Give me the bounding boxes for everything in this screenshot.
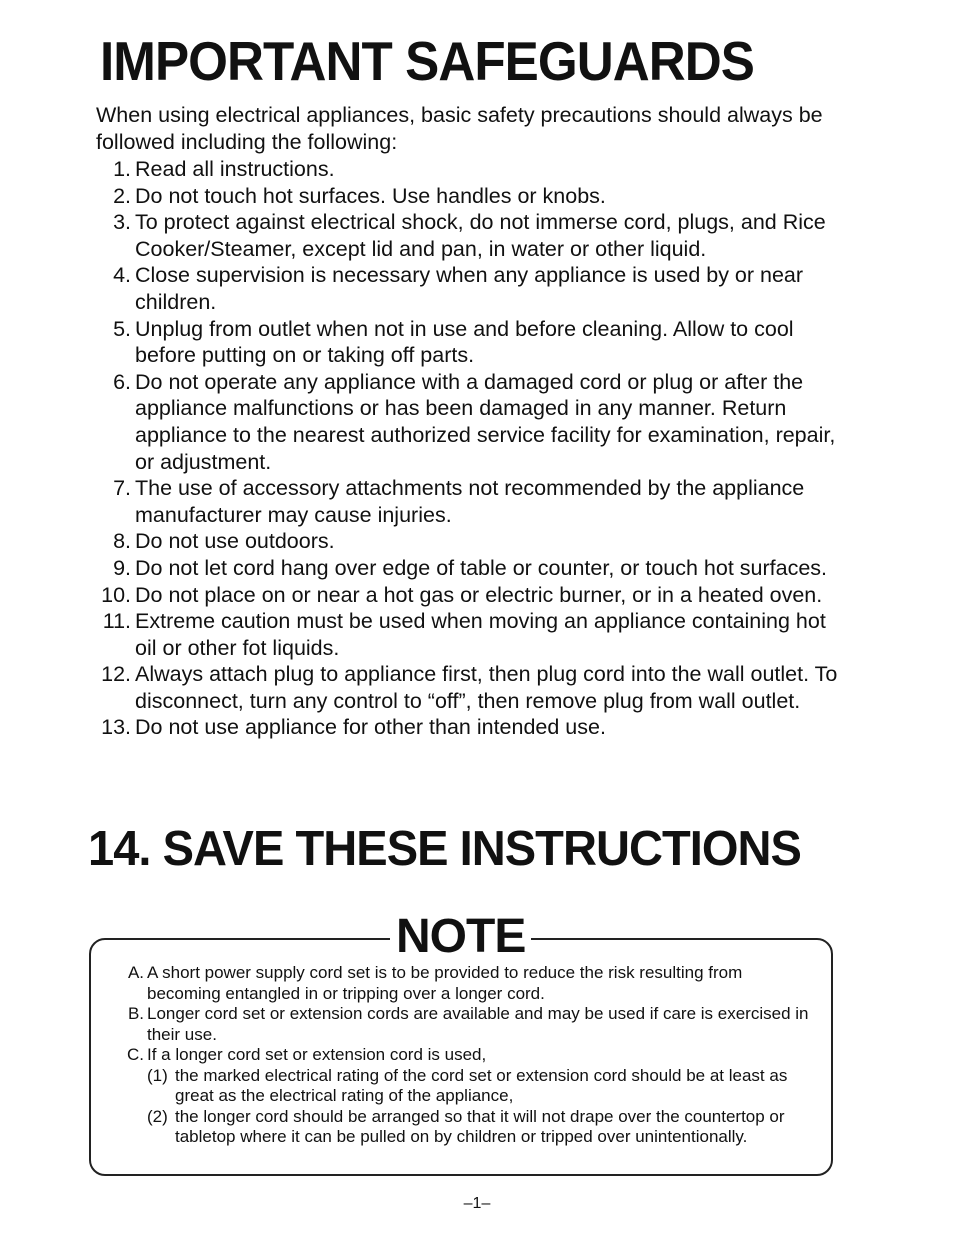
list-item (90, 555, 850, 582)
list-item (90, 528, 850, 555)
list-item (90, 582, 850, 609)
note-item (118, 1004, 818, 1045)
note-sub-item (147, 1107, 818, 1148)
note-item-text: If a longer cord set or extension cord is used, (147, 1045, 487, 1064)
note-sub-item-label: (1) (147, 1065, 168, 1085)
note-title: NOTE (390, 904, 531, 970)
note-item-label: A. (127, 963, 144, 982)
item-text: Unplug from outlet when not in use and before cleaning. Allow to cool before putting on or taking off parts. (135, 316, 794, 368)
item-number: 13. (101, 715, 131, 740)
item-text: Always attach plug to appliance first, then plug cord into the wall outlet. To disconnect, turn any control to “off”, then remove plug from wall outlet. (135, 662, 838, 713)
note-item-text: Longer cord set or extension cords are available and may be used if care is exercised in their use. (147, 1004, 809, 1044)
note-sub-item-text: the marked electrical rating of the cord set or extension cord should be at least as great as the electrical rating of the appliance, (175, 1065, 788, 1105)
item-text: Do not operate any appliance with a damaged cord or plug or after the appliance malfunctions or has been damaged in any manner. Return appliance to the nearest authorized service facility for examination, repair, or adjustment. (135, 369, 836, 474)
note-sub-item (147, 1066, 818, 1107)
note-sub-item-label: (2) (147, 1106, 168, 1126)
safeguards-list (90, 156, 850, 741)
item-text: Extreme caution must be used when moving an appliance containing hot oil or other fot liquids. (135, 609, 826, 660)
item-number: 7. (113, 476, 131, 501)
note-item (118, 1045, 818, 1148)
note-item-body (147, 1045, 818, 1148)
item-text: The use of accessory attachments not recommended by the appliance manufacturer may cause injuries. (135, 476, 805, 527)
item-text: Do not use outdoors. (135, 529, 335, 554)
item-number: 4. (113, 263, 131, 288)
item-text: Close supervision is necessary when any appliance is used by or near children. (135, 263, 804, 314)
item-number: 11. (102, 609, 131, 634)
intro-paragraph: When using electrical appliances, basic safety precautions should always be followed including the following: (96, 103, 823, 154)
item-number: 9. (113, 555, 131, 580)
item-number: 6. (113, 369, 131, 394)
item-text: Do not touch hot surfaces. Use handles or knobs. (135, 183, 606, 208)
item-number: 5. (113, 316, 131, 341)
note-item-label: B. (127, 1004, 144, 1023)
note-item-label: C. (127, 1045, 144, 1064)
save-instructions-heading: 14. SAVE THESE INSTRUCTIONS (88, 822, 801, 876)
list-item (90, 714, 850, 741)
item-text: To protect against electrical shock, do not immerse cord, plugs, and Rice Cooker/Steamer, except lid and pan, in water or other liquid. (135, 210, 826, 261)
list-item (90, 156, 850, 183)
note-sub-item-text: the longer cord should be arranged so that it will not drape over the countertop or tabletop where it can be pulled on by children or tripped over unintentionally. (175, 1106, 785, 1146)
item-text: Do not let cord hang over edge of table or counter, or touch hot surfaces. (135, 555, 828, 580)
item-number: 1. (113, 157, 131, 181)
item-number: 10. (101, 582, 131, 607)
list-item (90, 262, 850, 315)
list-item (90, 316, 850, 369)
list-item (90, 369, 850, 475)
list-item (90, 183, 850, 210)
item-text: Do not place on or near a hot gas or electric burner, or in a heated oven. (135, 582, 823, 607)
list-item (90, 475, 850, 528)
item-number: 12. (101, 662, 131, 687)
list-item (90, 209, 850, 262)
page-number: –1– (463, 1195, 491, 1212)
page-title: IMPORTANT SAFEGUARDS (100, 30, 754, 92)
item-text: Read all instructions. (135, 157, 335, 181)
list-item (90, 661, 850, 714)
note-item-text: A short power supply cord set is to be provided to reduce the risk resulting from becoming entangled in or tripping over a longer cord. (147, 963, 743, 1003)
item-number: 8. (113, 529, 131, 554)
list-item (90, 608, 850, 661)
note-sub-list (147, 1066, 818, 1148)
note-list (118, 963, 818, 1148)
note-item (118, 963, 818, 1004)
item-number: 2. (113, 183, 131, 208)
item-text: Do not use appliance for other than intended use. (135, 715, 606, 740)
item-number: 3. (113, 210, 131, 235)
